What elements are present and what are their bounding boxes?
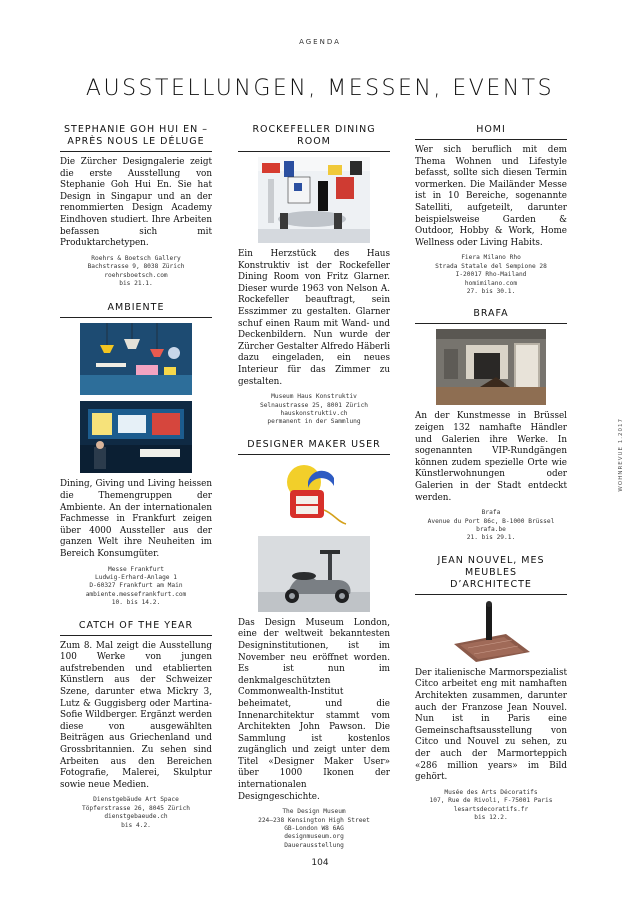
info-line: Musée des Arts Décoratifs (444, 788, 538, 796)
section-title-rockefeller: ROCKEFELLER DINING ROOM (238, 124, 390, 152)
section-body-catch: Zum 8. Mal zeigt die Ausstellung 100 Werke von jungen aufstrebenden und etablierten Künstlern aus der Schweizer Szene, darunter etwa Mickry 3, Lutz & Guggisberg oder Martina-Sofie Wildberger. Ergänzt werden diese von ausgewählten Beiträgen aus Griechenland und Grossbritannien. Zu sehen sind Arbeiten aus den Bereichen Fotografie, Malerei, Skulptur sowie neue Medien. (60, 640, 212, 790)
info-line: Messe Frankfurt (108, 565, 164, 573)
info-line: 21. bis 29.1. (466, 534, 516, 542)
info-line: I-20017 Rho-Mailand (455, 271, 527, 279)
section-info-goh (60, 255, 212, 289)
info-link[interactable]: homimilano.com (464, 279, 518, 287)
section-info-designer (238, 808, 390, 850)
info-line: Dauerausstellung (284, 841, 344, 849)
info-line: permanent in der Sammlung (267, 418, 361, 426)
info-link[interactable]: hauskonstruktiv.ch (280, 409, 348, 417)
info-link[interactable]: ambiente.messefrankfurt.com (85, 590, 187, 598)
section-kicker: AGENDA (299, 38, 341, 46)
info-line: D-60327 Frankfurt am Main (89, 582, 183, 590)
ambiente-stand-photo (80, 401, 192, 473)
column-left (60, 124, 212, 830)
info-line: Avenue du Port 86c, B-1000 Brüssel (427, 517, 555, 525)
section-info-brafa (415, 509, 567, 543)
section-title-catch: CATCH OF THE YEAR (60, 620, 212, 636)
info-line: Bachstrasse 9, 8038 Zürich (87, 263, 185, 271)
page-number: 104 (311, 858, 329, 868)
info-line: Roehrs & Boetsch Gallery (91, 254, 181, 262)
info-line: Dienstgebäude Art Space (93, 796, 179, 804)
info-link[interactable]: dienstgebaeude.ch (104, 813, 168, 821)
section-title-designer: DESIGNER MAKER USER (238, 439, 390, 455)
section-body-goh: Die Zürcher Designgalerie zeigt die erste Ausstellung von Stephanie Goh Hui En. Sie hat Design in Singapur und an der renommierten Design Academy Eindhoven studiert. Ihre Arbeiten befassen sich mit Produktarchetypen. (60, 157, 212, 249)
info-line: 27. bis 30.1. (466, 287, 516, 295)
column-middle (238, 124, 390, 850)
section-info-nouvel (415, 789, 567, 823)
section-title-nouvel: JEAN NOUVEL, MES MEUBLES D’ARCHITECTE (415, 555, 567, 595)
section-body-ambiente: Dining, Giving und Living heissen die Themengruppen der Ambiente. An der internationalen Fachmesse in Frankfurt zeigen über 4000 Aussteller aus der ganzen Welt ihre Neuheiten im Bereich Konsumgüter. (60, 479, 212, 559)
section-info-ambiente (60, 566, 212, 608)
section-title-goh: STEPHANIE GOH HUI EN – APRÈS NOUS LE DÉLUGE (60, 124, 212, 152)
info-line: Selnaustrasse 25, 8001 Zürich (259, 401, 369, 409)
section-body-nouvel: Der italienische Marmorspezialist Citco arbeitet eng mit namhaften Architekten zusammen, darunter auch der Franzose Jean Nouvel. Nun ist in Paris eine Gemeinschaftsausstellung von Citco und Nouvel zu sehen, zu der auch der Marmorteppich «286 million years» im Bild gehört. (415, 667, 567, 783)
section-body-rockefeller: Ein Herzstück des Haus Konstruktiv ist der Rockefeller Dining Room von Fritz Glarner. Dieser wurde 1963 von Nelson A. Rockefeller beauftragt, sein Esszimmer zu gestalten. Glarner schuf einen Raum mit Wand- und Deckenbildern. Nun wurde der Zürcher Gestalter Alfredo Häberli dazu eingeladen, ein neues Interieur für das Zimmer zu gestalten. (238, 249, 391, 387)
info-line: bis 4.2. (121, 821, 151, 829)
info-line: Brafa (481, 509, 501, 517)
section-body-brafa: An der Kunstmesse in Brüssel zeigen 132 namhafte Händler und Galerien ihre Werke. In sogenannten VIP-Rundgängen können zudem spezielle Orte wie Künstlerwohnungen oder Galerien in der Stadt entdeckt werden. (415, 411, 567, 503)
info-line: Museum Haus Konstruktiv (271, 393, 357, 401)
brafa-interior-photo (436, 329, 546, 405)
info-link[interactable]: roehrsboetsch.com (104, 271, 168, 279)
magazine-sidebar-label: WOHNREVUE 1.2017 (618, 418, 624, 492)
vespa-scooter-photo (258, 536, 370, 612)
info-line: Fiera Milano Rho (461, 254, 521, 262)
info-line: 10. bis 14.2. (111, 599, 161, 607)
info-line: bis 21.1. (119, 279, 153, 287)
info-line: Ludwig-Erhard-Anlage 1 (95, 573, 177, 581)
info-line: The Design Museum (282, 808, 346, 816)
section-title-ambiente: AMBIENTE (60, 302, 212, 318)
info-link[interactable]: designmuseum.org (284, 833, 344, 841)
section-info-homi (415, 254, 567, 296)
section-title-brafa: BRAFA (415, 308, 567, 324)
section-info-catch (60, 796, 212, 830)
section-title-homi: HOMI (415, 124, 567, 140)
info-line: GB-London W8 6AG (284, 825, 344, 833)
section-info-rockefeller (238, 393, 390, 427)
section-body-homi: Wer sich beruflich mit dem Thema Wohnen und Lifestyle befasst, sollte sich diesen Termin vormerken. Die Mailänder Messe ist in 10 Bereiche, sogenannte Satelliti, aufgeteilt, darunter beispielsweise Garden & Outdoor, Hobby & Work, Home Wellness oder Living Habits. (415, 145, 567, 248)
section-body-designer: Das Design Museum London, eine der weltweit bekanntesten Designinstitutionen, ist im November neu eröffnet worden. Es ist nun im denkmalgeschützten Commonwealth-Institut beheimatet, und die Innenarchitektur stammt vom Architekten John Pawson. Die Sammlung ist kostenlos zugänglich und zeigt unter dem Titel «Designer Maker User» über 1000 Ikonen der internationalen Designgeschichte. (238, 617, 390, 802)
page-title: AUSSTELLUNGEN, MESSEN, EVENTS (85, 76, 555, 101)
info-line: bis 12.2. (474, 813, 508, 821)
info-link[interactable]: lesartsdecoratifs.fr (453, 805, 529, 813)
info-line: 224–238 Kensington High Street (258, 816, 370, 824)
info-line: 107, Rue de Rivoli, F-75001 Paris (429, 797, 553, 805)
info-link[interactable]: brafa.be (476, 525, 506, 533)
ambiente-lamps-photo (80, 323, 192, 395)
column-right (415, 124, 567, 822)
rockefeller-room-photo (258, 157, 370, 243)
info-line: Strada Statale del Sempione 28 (435, 262, 547, 270)
marble-carpet-photo (446, 600, 536, 662)
red-telephone-photo (272, 460, 356, 530)
info-line: Töpferstrasse 26, 8045 Zürich (81, 804, 191, 812)
